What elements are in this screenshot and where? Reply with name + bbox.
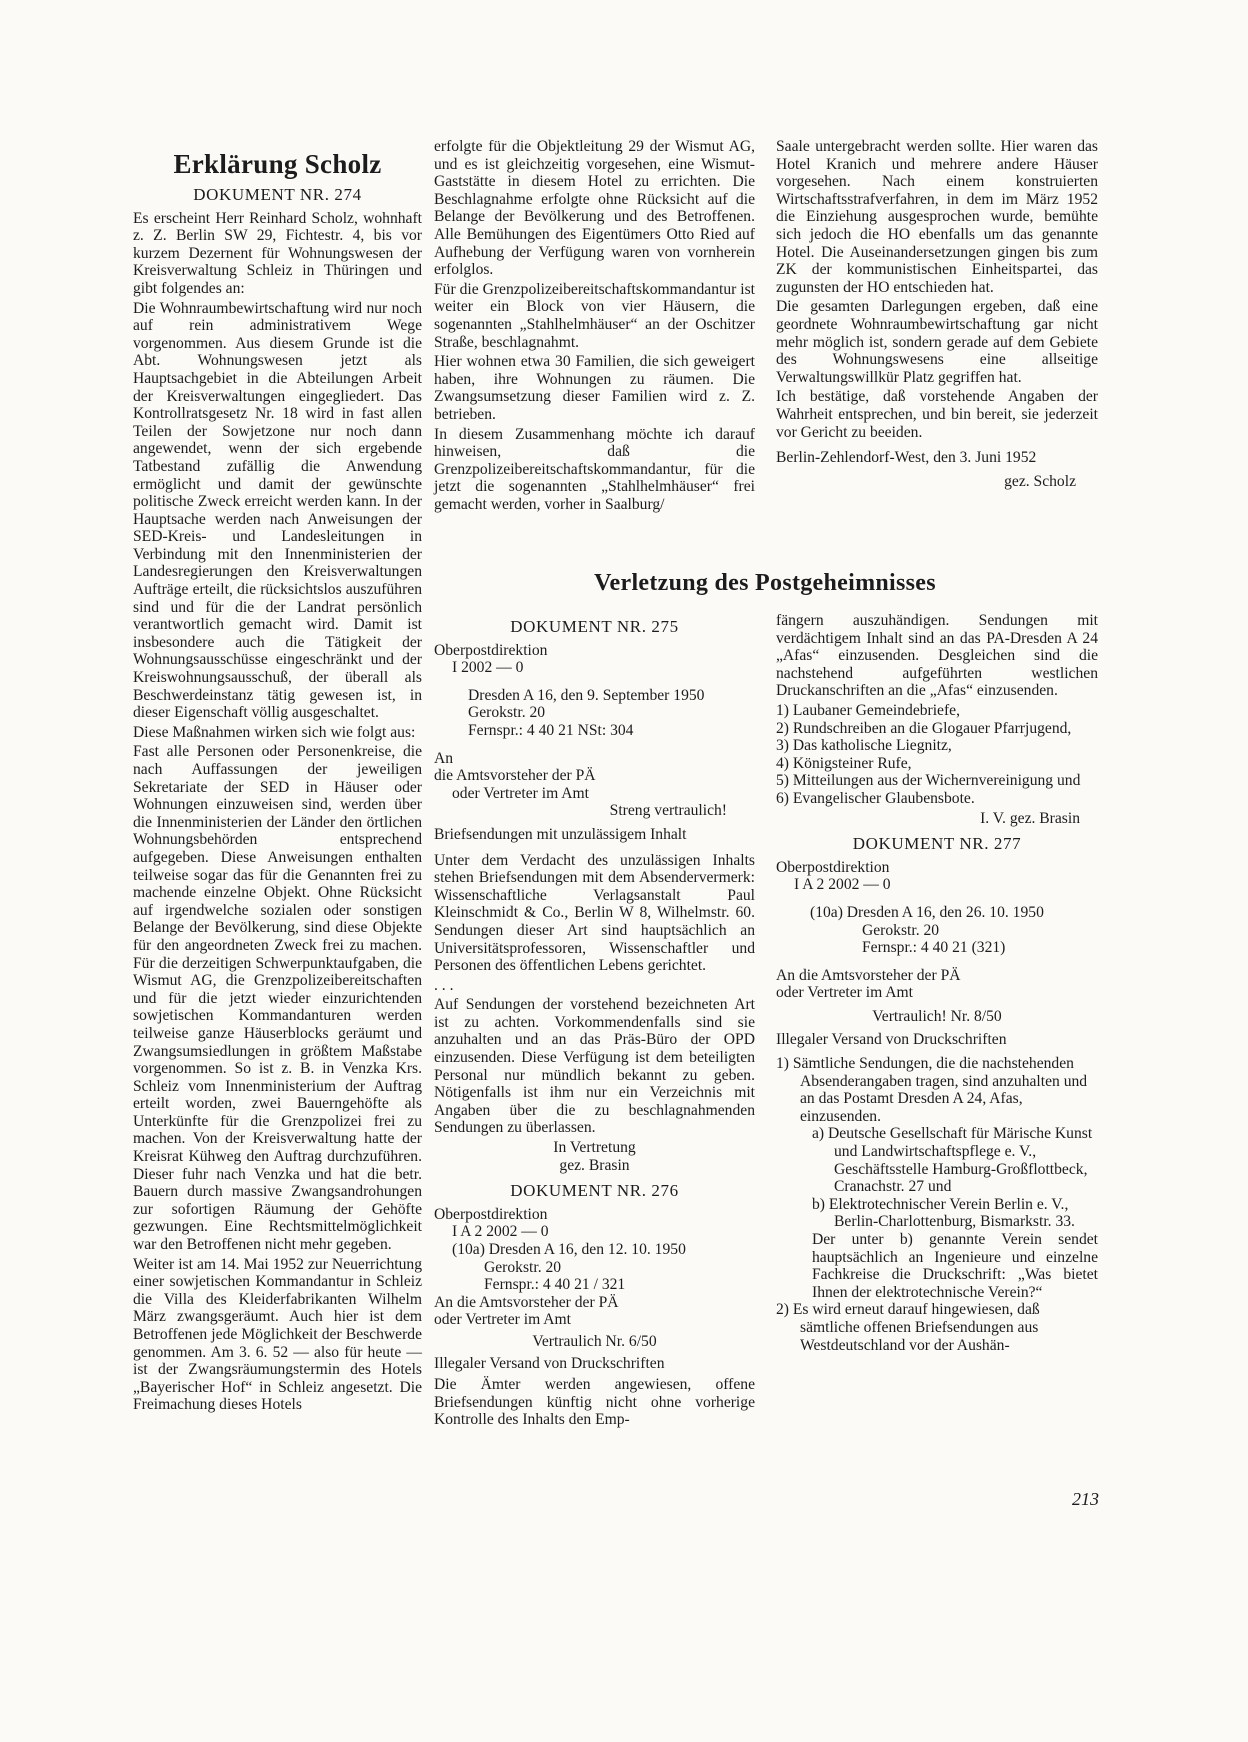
place-date: (10a) Dresden A 16, den 12. 10. 1950 bbox=[452, 1241, 686, 1258]
street: Gerokstr. 20 bbox=[862, 921, 940, 939]
sender-reference: I 2002 — 0 bbox=[452, 659, 524, 677]
column-3-bottom bbox=[776, 612, 1098, 1354]
signature-brasin: I. V. gez. Brasin bbox=[980, 809, 1080, 827]
list-item: 4) Königsteiner Rufe, bbox=[776, 754, 912, 772]
paragraph: Es erscheint Herr Reinhard Scholz, wohnhaft z. Z. Berlin SW 29, Fichtestr. 4, bis vor kurzem Dezernent für Wohnungswesen der Kreisverwaltung Schleiz in Thüringen und gibt folgendes an: bbox=[133, 209, 422, 297]
document-275 bbox=[434, 612, 755, 1431]
paragraph: Saale untergebracht werden sollte. Hier waren das Hotel Kranich und mehrere andere Häuser vorgesehen. Nach einem konstruierten Wirtschaftsstrafverfahren, in dem im März 1952 die Einziehung ausgesprochen wurde, bemühte sich jedoch die HO ebenfalls um das genannte Hotel. Die Auseinandersetzungen gingen bis zum ZK der kommunistischen Einheitspartei, das zugunsten der HO entschieden hat. bbox=[776, 138, 1098, 296]
addressee-line: An die Amtsvorsteher der PÄ bbox=[434, 1293, 619, 1311]
ellipsis: . . . bbox=[434, 976, 454, 994]
list-item: 6) Evangelischer Glaubensbote. bbox=[776, 789, 975, 807]
phone: Fernspr.: 4 40 21 (321) bbox=[862, 939, 1006, 957]
phone: Fernspr.: 4 40 21 NSt: 304 bbox=[468, 721, 634, 739]
column-2-top bbox=[434, 138, 755, 515]
paragraph: Unter dem Verdacht des unzulässigen Inhalts stehen Briefsendungen mit dem Absendervermerk: Wissenschaftliche Verlagsanstalt Paul Kleinschmidt & Co., Berlin W 8, Wilhelmstr. 60. Sendungen dieser Art sind hauptsächlich an Universitätsprofessoren, Wissenschaftler und Personen des öffentlichen Lebens gerichtet. bbox=[434, 851, 755, 975]
document-number-277: DOKUMENT NR. 277 bbox=[852, 834, 1022, 854]
place-date: (10a) Dresden A 16, den 26. 10. 1950 bbox=[810, 903, 1044, 921]
column-1 bbox=[133, 148, 422, 1416]
headline-erklaerung-scholz: Erklärung Scholz bbox=[173, 149, 382, 179]
list-item: 2) Rundschreiben an die Glogauer Pfarrjugend, bbox=[776, 719, 1072, 737]
addressee-line: oder Vertreter im Amt bbox=[776, 984, 913, 1002]
paragraph: Weiter ist am 14. Mai 1952 zur Neuerrichtung einer sowjetischen Kommandantur in Schleiz die Villa des Kleiderfabrikanten Wilhelm März zwangsgeräumt. Auch hier ist dem Betroffenen jede Möglichkeit der Beschwerde genommen. Am 3. 6. 52 — also für heute — ist der Zwangsräumungstermin des Hotels „Bayerischer Hof“ in Schleiz angesetzt. Die Freimachung dieses Hotels bbox=[133, 1255, 422, 1414]
confidential-mark: Vertraulich Nr. 6/50 bbox=[532, 1332, 657, 1350]
signature-line: In Vertretung bbox=[553, 1139, 636, 1157]
list-item: 3) Das katholische Liegnitz, bbox=[776, 737, 952, 755]
sub-list-item: a) Deutsche Gesellschaft für Märische Kunst und Landwirtschaftspflege e. V., Geschäftsstelle Hamburg-Großflottbeck, Cranachstr. 27 und bbox=[812, 1125, 1093, 1196]
street: Gerokstr. 20 bbox=[484, 1258, 562, 1276]
street: Gerokstr. 20 bbox=[468, 704, 546, 722]
list-item: 1) Laubaner Gemeindebriefe, bbox=[776, 701, 960, 719]
document-number-275: DOKUMENT NR. 275 bbox=[510, 617, 679, 636]
paragraph: Ich bestätige, daß vorstehende Angaben der Wahrheit entsprechen, und bin bereit, sie jederzeit vor Gericht zu beeiden. bbox=[776, 388, 1098, 441]
paragraph: In diesem Zusammenhang möchte ich darauf hinweisen, daß die Grenzpolizeibereitschaftskommandantur, für die jetzt die sogenannten „Stahlhelmhäuser“ frei gemacht werden, vorher in Saalburg/ bbox=[434, 425, 755, 513]
subject-line: Illegaler Versand von Druckschriften bbox=[434, 1354, 665, 1372]
paragraph: Die Ämter werden angewiesen, offene Briefsendungen künftig nicht ohne vorherige Kontrolle des Inhalts den Emp- bbox=[434, 1376, 755, 1429]
paragraph: erfolgte für die Objektleitung 29 der Wismut AG, und es ist gleichzeitig vorgesehen, eine Wismut-Gaststätte in diesem Hotel zu errichten. Die Beschlagnahme erfolgte ohne Rücksicht auf die Belange der Bevölkerung und des Betroffenen. Alle Bemühungen des Eigentümers Otto Ried auf Aufhebung der Verfügung waren von vornherein erfolglos. bbox=[434, 138, 755, 279]
paragraph: Auf Sendungen der vorstehend bezeichneten Art ist zu achten. Vorkommendenfalls sind sie anzuhalten und an das Präs-Büro der OPD einzusenden. Diese Verfügung ist dem beteiligten Personal nur mündlich bekannt zu geben. Nötigenfalls ist ihm nur ein Verzeichnis mit Angaben über die zu beschlagnahmenden Sendungen zu überlassen. bbox=[434, 996, 755, 1137]
paragraph: Die gesamten Darlegungen ergeben, daß eine geordnete Wohnraumbewirtschaftung gar nicht mehr möglich ist, sondern gerade auf dem Gebiete des Wohnungswesens eine allseitige Verwaltungswillkür Platz gegriffen hat. bbox=[776, 298, 1098, 386]
sub-list-item: b) Elektrotechnischer Verein Berlin e. V., Berlin-Charlottenburg, Bismarkstr. 33. bbox=[812, 1195, 1075, 1231]
signature-scholz: gez. Scholz bbox=[1004, 472, 1076, 490]
paragraph: Für die Grenzpolizeibereitschaftskommandantur ist weiter ein Block von vier Häusern, die sogenannten „Stahlhelmhäuser“ an der Oschitzer Straße, beschlagnahmt. bbox=[434, 280, 755, 351]
sender-reference: I A 2 2002 — 0 bbox=[794, 876, 891, 894]
column-3-top bbox=[776, 138, 1098, 492]
document-number-274: DOKUMENT NR. 274 bbox=[193, 185, 362, 204]
addressee-line: oder Vertreter im Amt bbox=[452, 784, 589, 802]
headline-verletzung-des-postgeheimnisses: Verletzung des Postgeheimnisses bbox=[594, 570, 936, 596]
addressee-line: oder Vertreter im Amt bbox=[434, 1311, 571, 1329]
addressee-line: An die Amtsvorsteher der PÄ bbox=[776, 966, 961, 984]
sender-line: Oberpostdirektion bbox=[776, 858, 890, 876]
paragraph: Hier wohnen etwa 30 Familien, die sich geweigert haben, ihre Wohnungen zu räumen. Die Zwangsumsetzung dieser Familien wird z. Z. betrieben. bbox=[434, 353, 755, 423]
page-number: 213 bbox=[1072, 1489, 1099, 1509]
subject-line: Briefsendungen mit unzulässigem Inhalt bbox=[434, 825, 687, 843]
confidential-mark: Streng vertraulich! bbox=[609, 802, 727, 820]
subject-line: Illegaler Versand von Druckschriften bbox=[776, 1031, 1007, 1049]
document-number-276: DOKUMENT NR. 276 bbox=[510, 1181, 679, 1201]
addressee-line: die Amtsvorsteher der PÄ bbox=[434, 767, 596, 785]
list-item: 5) Mitteilungen aus der Wichernvereinigung und bbox=[776, 772, 1081, 790]
paragraph: fängern auszuhändigen. Sendungen mit verdächtigem Inhalt sind an das PA-Dresden A 24 „Afas“ einzusenden. Desgleichen sind die nachstehend aufgeführten westlichen Druckanschriften an die „Afas“ einzusenden. bbox=[776, 612, 1098, 700]
place-date: Dresden A 16, den 9. September 1950 bbox=[468, 686, 705, 704]
confidential-mark: Vertraulich! Nr. 8/50 bbox=[872, 1007, 1002, 1025]
signature-line: gez. Brasin bbox=[559, 1156, 630, 1174]
addressee-line: An bbox=[434, 749, 454, 767]
paragraph: Der unter b) genannte Verein sendet hauptsächlich an Ingenieure und einzelne Fachkreise die Druckschrift: „Was bietet Ihnen der elektrotechnische Verein?“ bbox=[812, 1231, 1098, 1301]
paragraph: Fast alle Personen oder Personenkreise, die nach Auffassungen der jeweiligen Sekretariate der SED in Häuser oder Wohnungen einzuweisen sind, werden über die Innenministerien der Länder den örtlichen Wohnungsbehörden entsprechend aufgegeben. Diese Anweisungen enthalten teilweise sogar das für die Genannten frei zu machende einzelne Objekt. Ohne Rücksicht auf irgendwelche sozialen oder sonstigen Belange der Bevölkerung, sind diese Objekte für den angeordneten Zweck frei zu machen. Für die derzeitigen Schwerpunktaufgaben, die Wismut AG, die Grenzpolizeibereitschaften und für die jetzt wieder einzurichtenden sowjetischen Kommandanturen werden teilweise ganze Häuserblocks geräumt und Zwangsumsiedlungen in größtem Maßstabe vorgenommen. So ist z. B. in Venzka Krs. Schleiz vom Innenministerium der Auftrag erteilt worden, zwei Bauerngehöfte als Unterkünfte für die Grenzpolizei frei zu machen. Von der Kreisverwaltung hatte der Kreisrat Kühweg den Auftrag durchzuführen. Dieser fuhr nach Venzka und hat die betr. Bauern durch massive Zwangsandrohungen zur sofortigen Räumung der Gehöfte gezwungen. Eine Rechtsmittelmöglichkeit war den Betroffenen nicht mehr gegeben. bbox=[133, 743, 422, 1254]
place-date: Berlin-Zehlendorf-West, den 3. Juni 1952 bbox=[776, 449, 1037, 467]
paragraph: Diese Maßnahmen wirken sich wie folgt aus: bbox=[133, 723, 416, 741]
paragraph: Die Wohnraumbewirtschaftung wird nur noch auf rein administrativem Wege vorgenommen. Aus diesem Grunde ist die Abt. Wohnungswesen jetzt als Hauptsachgebiet in die Abteilungen Arbeit der Kreisverwaltungen eingegliedert. Das Kontrollratsgesetz Nr. 18 wird in fast allen Teilen der Sowjetzone nur noch dann angewendet, wenn der sich ergebende Tatbestand zufällig die Anwendung ermöglicht und damit der gewünschte politische Zweck erreicht werden kann. In der Hauptsache werden nach Anweisungen der SED-Kreis- und Landesleitungen in Verbindung mit den Innenministerien der Landesregierungen den Kreisverwaltungen Aufträge erteilt, die rücksichtslos auszuführen sind und für die der Landrat persönlich verantwortlich gemacht wird. Damit ist insbesondere auch die Tätigkeit der Wohnungsausschüsse eingeschränkt und der Kreiswohnungsausschuß, der überall als Beschwerdeinstanz tätig gewesen ist, in dieser Eigenschaft völlig ausgeschaltet. bbox=[133, 299, 422, 722]
list-item: 1) Sämtliche Sendungen, die die nachstehenden Absenderangaben tragen, sind anzuhalten und an das Postamt Dresden A 24, Afas, einzusenden. bbox=[776, 1055, 1088, 1125]
sender-line: Oberpostdirektion bbox=[434, 641, 548, 659]
phone: Fernspr.: 4 40 21 / 321 bbox=[484, 1276, 626, 1294]
list-item: 2) Es wird erneut darauf hingewiesen, daß sämtliche offenen Briefsendungen aus Westdeutschland vor der Aushän- bbox=[776, 1301, 1040, 1354]
sender-line: Oberpostdirektion bbox=[434, 1205, 548, 1223]
sender-reference: I A 2 2002 — 0 bbox=[452, 1223, 549, 1241]
